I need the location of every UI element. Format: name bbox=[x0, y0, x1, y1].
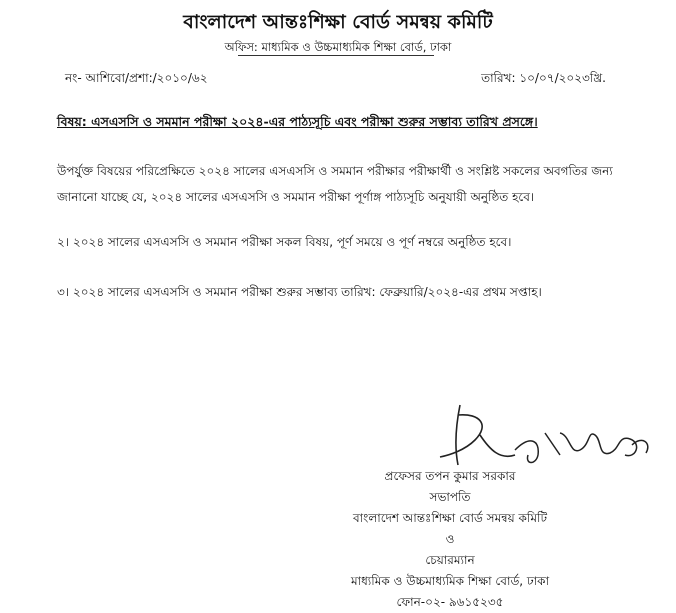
signature-block bbox=[300, 466, 600, 613]
handwritten-signature bbox=[420, 395, 660, 475]
committee-title: বাংলাদেশ আন্তঃশিক্ষা বোর্ড সমন্বয় কমিটি bbox=[183, 11, 493, 33]
signatory-board: মাধ্যমিক ও উচ্চমাধ্যমিক শিক্ষা বোর্ড, ঢাকা bbox=[350, 574, 550, 588]
subject-line: বিষয়: এসএসসি ও সমমান পরীক্ষা ২০২৪-এর পাঠ্যসূচি এবং পরীক্ষা শুরুর সম্ভাব্য তারিখ প্রসঙ্গে। bbox=[57, 114, 538, 129]
body-paragraph-2: ২। ২০২৪ সালের এসএসসি ও সমমান পরীক্ষা সকল বিষয়, পূর্ণ সময়ে ও পূর্ণ নম্বরে অনুষ্ঠিত হবে। bbox=[57, 235, 512, 249]
signatory-name: প্রফেসর তপন কুমার সরকার bbox=[384, 469, 516, 483]
signatory-role: সভাপতি bbox=[429, 490, 471, 504]
memo-date: তারিখ: ১০/০৭/২০২৩খ্রি. bbox=[481, 71, 606, 85]
office-address: অফিস: মাধ্যমিক ও উচ্চমাধ্যমিক শিক্ষা বোর্ড, ঢাকা bbox=[224, 40, 452, 54]
signatory-role-2: চেয়ারম্যান bbox=[425, 553, 475, 567]
body-paragraph-3: ৩। ২০২৪ সালের এসএসসি ও সমমান পরীক্ষা শুরুর সম্ভাব্য তারিখ: ফেব্রুয়ারি/২০২৪-এর প্রথম সপ্তাহ। bbox=[57, 285, 542, 299]
body-paragraph-1: উপর্যুক্ত বিষয়ের পরিপ্রেক্ষিতে ২০২৪ সালের এসএসসি ও সমমান পরীক্ষার পরীক্ষার্থী ও সংশ্লিষ্ট সকলের অবগতির জন্য জানানো যাচ্ছে যে, ২০২৪ সালের এসএসসি ও সমমান পরীক্ষা পূর্ণাঙ্গ পাঠ্যসূচি অনুযায়ী অনুষ্ঠিত হবে। bbox=[57, 164, 613, 204]
signatory-committee: বাংলাদেশ আন্তঃশিক্ষা বোর্ড সমন্বয় কমিটি bbox=[353, 511, 547, 525]
signatory-conjunction: ও bbox=[445, 532, 455, 546]
signatory-phone: ফোন-০২- ৯৬১৫২৩৫ bbox=[396, 595, 504, 609]
memo-number: নং- আশিবো/প্রশা:/২০১০/৬২ bbox=[65, 71, 208, 85]
office-underline bbox=[238, 55, 434, 56]
